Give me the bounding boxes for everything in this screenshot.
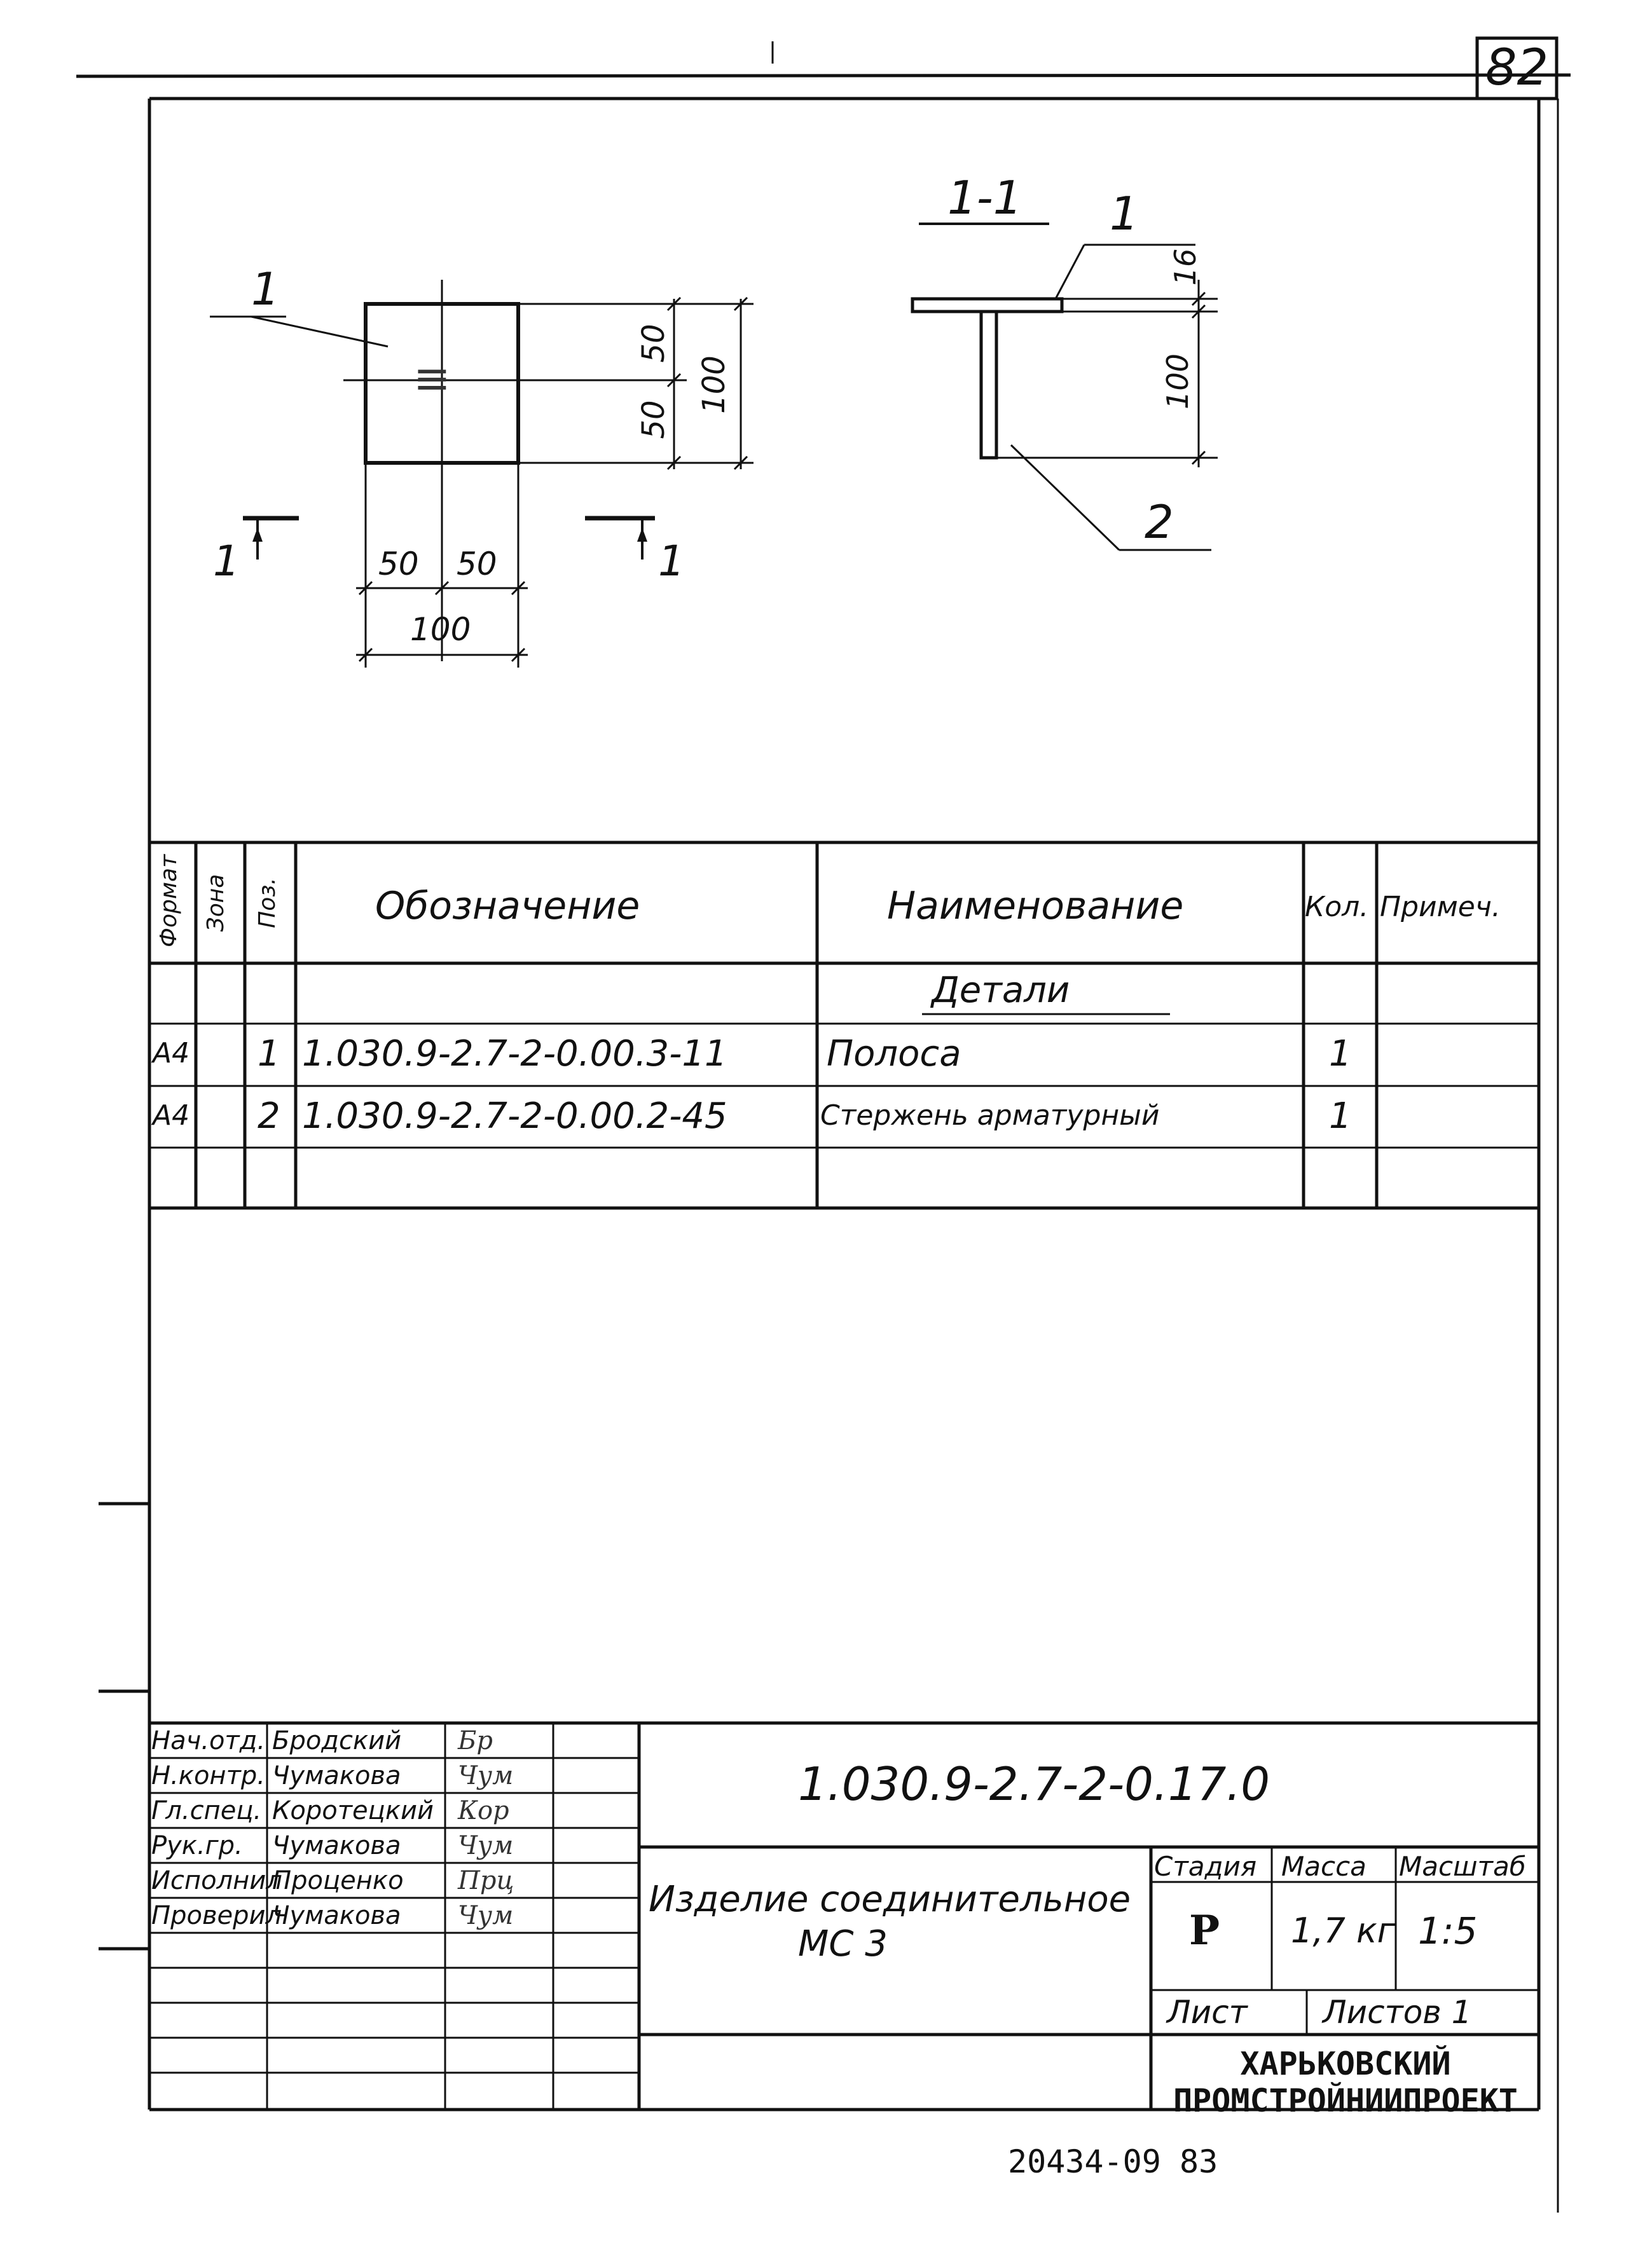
- spec-row-1-quantity: 1: [1329, 1033, 1352, 1075]
- staff-1-role: Нач.отд.: [151, 1726, 266, 1755]
- staff-5-name: Проценко: [272, 1866, 404, 1895]
- staff-1-signature: Бр: [458, 1726, 493, 1755]
- staff-5-signature: Прц: [458, 1866, 514, 1895]
- sheets-count: Листов 1: [1323, 1994, 1472, 2031]
- callout-2: 2: [1145, 495, 1174, 549]
- staff-4-role: Рук.гр.: [151, 1831, 243, 1860]
- organization-name: [1152, 2046, 1539, 2119]
- dim-plan-h1: 50: [378, 546, 419, 582]
- header-name: Наименование: [887, 884, 1184, 928]
- staff-1-name: Бродский: [272, 1726, 402, 1755]
- spec-row-1-designation: 1.030.9-2.7-2-0.00.3-11: [302, 1033, 727, 1075]
- staff-2-name: Чумакова: [272, 1761, 401, 1790]
- organization-line1: ХАРЬКОВСКИЙ: [1240, 2045, 1451, 2082]
- spec-row-2-quantity: 1: [1329, 1095, 1352, 1137]
- dim-plan-htot: 100: [410, 611, 471, 648]
- arrow-up-icon: [637, 528, 647, 542]
- header-position: Поз.: [254, 877, 280, 928]
- staff-2-signature: Чум: [458, 1761, 514, 1790]
- stage-label: Стадия: [1154, 1851, 1257, 1882]
- weld-symbol: ≡: [413, 352, 451, 404]
- dim-plan-v2: 50: [636, 400, 671, 439]
- staff-6-name: Чумакова: [272, 1901, 401, 1930]
- section-marker-right: 1: [658, 537, 685, 586]
- stage-value: Р: [1189, 1907, 1220, 1954]
- header-quantity: Кол.: [1305, 891, 1369, 923]
- dim-plan-vtot: 100: [696, 355, 732, 414]
- spec-row-2-name: Стержень арматурный: [820, 1099, 1160, 1132]
- spec-row-1-position: 1: [258, 1033, 280, 1075]
- mass-label: Масса: [1281, 1851, 1366, 1882]
- product-name-line2: МС 3: [798, 1923, 888, 1965]
- arrow-up-icon: [252, 528, 263, 542]
- staff-4-name: Чумакова: [272, 1831, 401, 1860]
- page-number: 83: [1180, 2143, 1218, 2180]
- dim-plan-h2: 50: [457, 546, 497, 582]
- staff-5-role: Исполнил: [151, 1866, 282, 1895]
- header-zone: Зона: [203, 874, 229, 932]
- spec-row-2-designation: 1.030.9-2.7-2-0.00.2-45: [302, 1095, 727, 1137]
- scale-label: Масштаб: [1399, 1851, 1526, 1882]
- dim-plan-v1: 50: [636, 324, 671, 363]
- plan-position-label: 1: [251, 263, 280, 315]
- staff-6-role: Проверил: [151, 1901, 282, 1930]
- spec-row-1-name: Полоса: [827, 1033, 961, 1075]
- document-code: 1.030.9-2.7-2-0.17.0: [798, 1757, 1270, 1811]
- staff-3-signature: Кор: [458, 1796, 509, 1825]
- dim-section-thickness: 16: [1168, 248, 1202, 286]
- product-name-line1: Изделие соединительное: [649, 1879, 1131, 1920]
- mass-value: 1,7 кг: [1291, 1911, 1396, 1951]
- scale-value: 1:5: [1418, 1909, 1478, 1953]
- dim-section-height: 100: [1160, 354, 1195, 409]
- callout-1: 1: [1110, 187, 1139, 240]
- sheet-label: Лист: [1167, 1994, 1248, 2031]
- archive-number: 20434-09: [1008, 2143, 1161, 2180]
- header-format: Формат: [156, 854, 182, 947]
- header-designation: Обозначение: [375, 884, 640, 928]
- section-title: 1-1: [947, 171, 1022, 224]
- section-marker-left: 1: [213, 537, 240, 586]
- staff-2-role: Н.контр.: [151, 1761, 265, 1790]
- sheet-number: 82: [1485, 39, 1549, 97]
- spec-section-title: Детали: [932, 970, 1070, 1011]
- staff-4-signature: Чум: [458, 1831, 514, 1860]
- organization-line2: ПРОМСТРОЙНИИПРОЕКТ: [1173, 2082, 1518, 2119]
- staff-6-signature: Чум: [458, 1901, 514, 1930]
- header-note: Примеч.: [1380, 891, 1501, 923]
- spec-row-1-format: А4: [153, 1037, 190, 1069]
- staff-3-name: Коротецкий: [272, 1796, 434, 1825]
- spec-row-2-position: 2: [258, 1095, 280, 1137]
- spec-row-2-format: А4: [153, 1099, 190, 1132]
- staff-3-role: Гл.спец.: [151, 1796, 262, 1825]
